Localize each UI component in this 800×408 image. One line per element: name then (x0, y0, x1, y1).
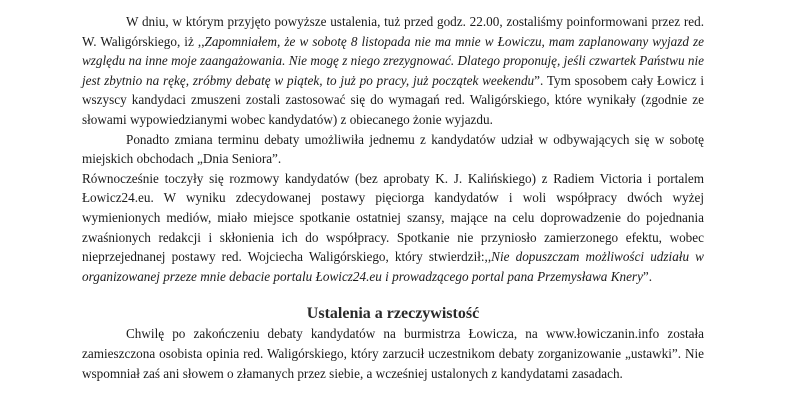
paragraph-1-quote: Zapomniałem, że w sobotę 8 listopada nie ma mnie w Łowiczu, mam zaplanowany wyjazd ze względu na inne moje zaangażowania. Nie mogę z niego zrezygnować. Dlatego proponuję, jeśli czwartek Państwu nie jest zbytnio na rękę, zróbmy debatę w piątek, to już po pracy, już początek weekendu (82, 33, 704, 88)
paragraph-3-text-start: Równocześnie toczyły się rozmowy kandydatów (bez aprobaty K. J. Kalińskiego) z Radiem Victoria i portalem Łowicz24.eu. W wyniku zdecydowanej postawy pięciorga kandydatów i woli współpracy dwóch wyżej wymienionych mediów, miało miejsce spotkanie ostatniej szansy, mające na celu doprowadzenie do pojednania zwaśnionych redakcji i skłonienia ich do współpracy. Spotkanie nie przyniosło zamierzonego efektu, wobec nieprzejednanej postawy red. Wojciecha Waligórskiego, który stwierdził:,, (82, 170, 704, 265)
paragraph-1 (82, 12, 704, 130)
paragraph-4: Chwilę po zakończeniu debaty kandydatów na burmistrza Łowicza, na www.łowiczanin.info została zamieszczona osobista opinia red. Waligórskiego, który zarzucił uczestnikom debaty zorganizowanie „ustawki”. Nie wspomniał zaś ani słowem o złamanych przez siebie, a wcześniej ustalonych z kandydatami zasadach. (82, 326, 704, 381)
paragraph-1-text-start: W dniu, w którym przyjęto powyższe ustalenia, tuż przed godz. 22.00, zostaliśmy poinformowani przez red. W. Waligórskiego, iż ,, (82, 14, 704, 49)
section-heading: Ustalenia a rzeczywistość (306, 305, 480, 323)
paragraph-3-quote: Nie dopuszczam możliwości udziału w organizowanej przeze mnie debacie portalu Łowicz24.eu i prowadzącego portal pana Przemysława Knery (82, 249, 704, 284)
paragraph-2: Ponadto zmiana terminu debaty umożliwiła jednemu z kandydatów udział w odbywających się w sobotę miejskich obchodach „Dnia Seniora”. (82, 131, 704, 167)
paragraph-1-text-end: ”. Tym sposobem cały Łowicz i wszyscy kandydaci zmuszeni zostali zastosować się do wymagań red. Waligórskiego, które wynikały (zgodnie ze słowami wypowiedzianymi wobec kandydatów) z obiecanego żonie wyjazdu. (82, 72, 704, 127)
paragraph-3-text-end: ”. (642, 268, 653, 284)
paragraph-3 (82, 169, 704, 287)
document-page (82, 12, 704, 383)
